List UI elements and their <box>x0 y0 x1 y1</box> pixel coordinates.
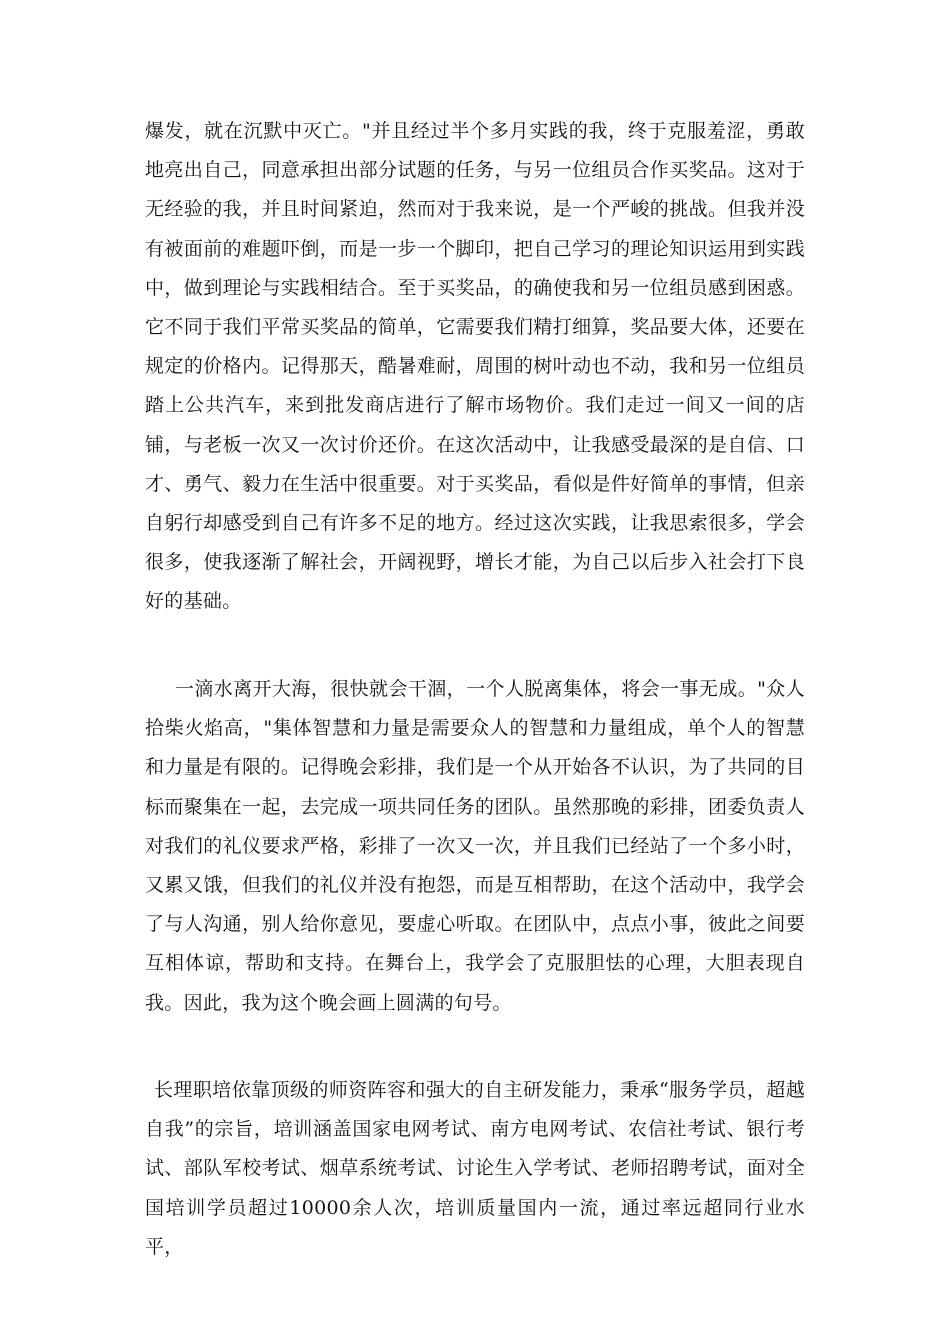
paragraph-teamwork: 一滴水离开大海，很快就会干涸，一个人脱离集体，将会一事无成。"众人拾柴火焰高，"集体智慧和力量是需要众人的智慧和力量组成，单个人的智慧和力量是有限的。记得晚会彩排，我们是一个从开始各不认识，为了共同的目标而聚集在一起，去完成一项共同任务的团队。虽然那晚的彩排，团委负责人对我们的礼仪要求严格，彩排了一次又一次，并且我们已经站了一个多小时，又累又饿，但我们的礼仪并没有抱怨，而是互相帮助，在这个活动中，我学会了与人沟通，别人给你意见，要虚心听取。在团队中，点点小事，彼此之间要互相体谅，帮助和支持。在舞台上，我学会了克服胆怯的心理，大胆表现自我。因此，我为这个晚会画上圆满的句号。 <box>145 678 805 1014</box>
paragraph-training-ad: 长理职培依靠顶级的师资阵容和强大的自主研发能力，秉承“服务学员，超越自我”的宗旨，培训涵盖国家电网考试、南方电网考试、农信社考试、银行考试、部队军校考试、烟草系统考试、讨论生入学考试、老师招聘考试，面对全国培训学员超过10000余人次，培训质量国内一流，通过率远超同行业水平， <box>145 1079 805 1258</box>
paragraph-practice: 爆发，就在沉默中灭亡。"并且经过半个多月实践的我，终于克服羞涩，勇敢地亮出自己，同意承担出部分试题的任务，与另一位组员合作买奖品。这对于无经验的我，并且时间紧迫，然而对于我来说，是一个严峻的挑战。但我并没有被面前的难题吓倒，而是一步一个脚印，把自己学习的理论知识运用到实践中，做到理论与实践相结合。至于买奖品，的确使我和另一位组员感到困惑。它不同于我们平常买奖品的简单，它需要我们精打细算，奖品要大体，还要在规定的价格内。记得那天，酷暑难耐，周围的树叶动也不动，我和另一位组员踏上公共汽车，来到批发商店进行了解市场物价。我们走过一间又一间的店铺，与老板一次又一次讨价还价。在这次活动中，让我感受最深的是自信、口才、勇气、毅力在生活中很重要。对于买奖品，看似是件好简单的事情，但亲自躬行却感受到自己有许多不足的地方。经过这次实践，让我思索很多，学会很多，使我逐渐了解社会，开阔视野，增长才能，为自己以后步入社会打下良好的基础。 <box>145 120 805 613</box>
